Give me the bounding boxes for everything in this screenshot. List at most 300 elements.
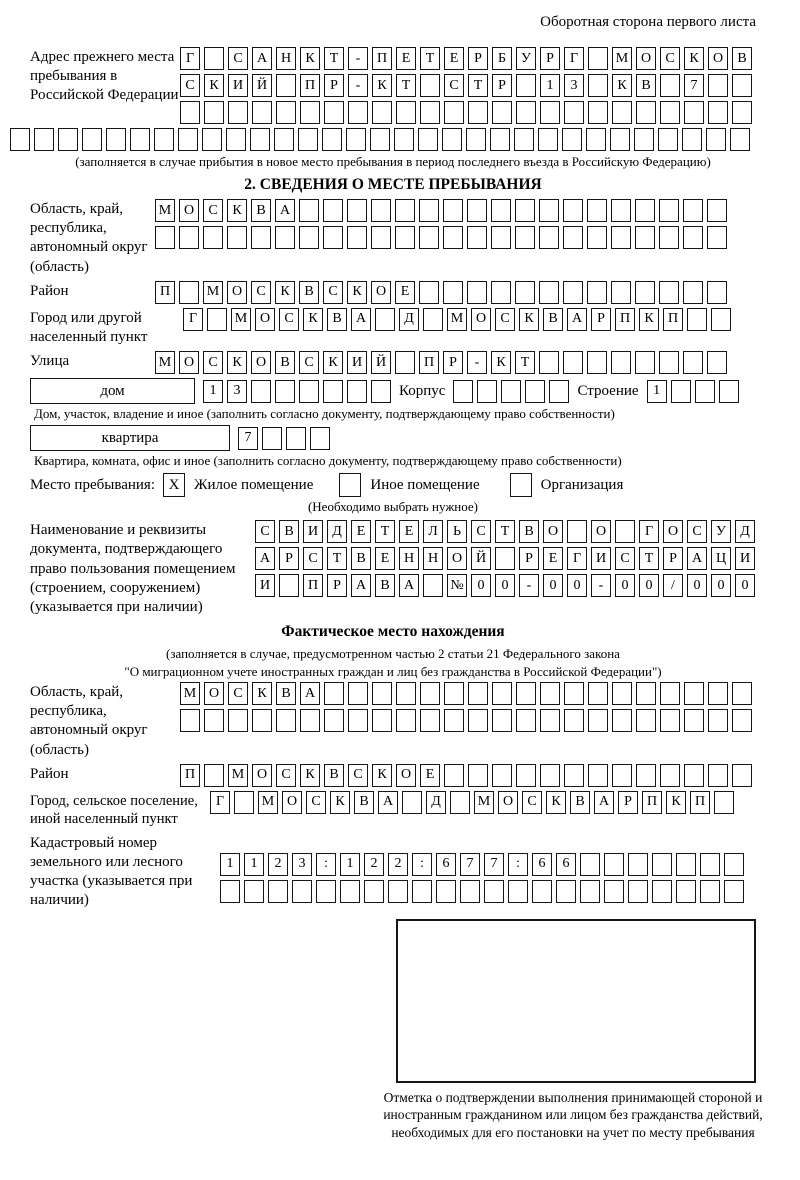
char-cell: А bbox=[687, 547, 707, 570]
char-cell bbox=[610, 128, 630, 151]
char-cell: М bbox=[258, 791, 278, 814]
actual-location-note-2: "О миграционном учете иностранных граждан и лиц без гражданства в Российской Федерации") bbox=[124, 664, 662, 680]
char-cell bbox=[299, 380, 319, 403]
char-cell bbox=[490, 128, 510, 151]
char-cell: : bbox=[316, 853, 336, 876]
char-cell: С bbox=[303, 547, 323, 570]
char-cell: 7 bbox=[460, 853, 480, 876]
char-cell bbox=[684, 682, 704, 705]
char-cell bbox=[203, 226, 223, 249]
char-cell bbox=[636, 764, 656, 787]
char-cell bbox=[659, 199, 679, 222]
char-cell: Р bbox=[327, 574, 347, 597]
char-cell bbox=[204, 764, 224, 787]
char-cell bbox=[323, 226, 343, 249]
char-cell bbox=[540, 101, 560, 124]
char-cell bbox=[324, 709, 344, 732]
char-cell bbox=[516, 682, 536, 705]
char-cell: А bbox=[351, 574, 371, 597]
char-cell: - bbox=[348, 47, 368, 70]
char-cell bbox=[420, 101, 440, 124]
actual-location-note-1: (заполняется в случае, предусмотренном частью 2 статьи 21 Федерального закона bbox=[166, 646, 620, 662]
char-cell bbox=[276, 74, 296, 97]
char-cell: Д bbox=[327, 520, 347, 543]
char-cell: И bbox=[735, 547, 755, 570]
char-cell: В bbox=[570, 791, 590, 814]
char-cell: О bbox=[179, 351, 199, 374]
char-cell bbox=[708, 74, 728, 97]
char-cell: К bbox=[227, 351, 247, 374]
char-cell bbox=[310, 427, 330, 450]
char-cell: С bbox=[203, 351, 223, 374]
region-block bbox=[30, 199, 756, 277]
char-cell bbox=[683, 226, 703, 249]
char-cell: И bbox=[347, 351, 367, 374]
char-cell: А bbox=[300, 682, 320, 705]
char-cell bbox=[684, 709, 704, 732]
city-row bbox=[183, 308, 731, 331]
char-cell: П bbox=[303, 574, 323, 597]
apartment-field-box: квартира bbox=[30, 425, 230, 451]
char-cell bbox=[516, 101, 536, 124]
char-cell bbox=[564, 709, 584, 732]
char-cell bbox=[394, 128, 414, 151]
char-cell bbox=[418, 128, 438, 151]
char-cell bbox=[371, 226, 391, 249]
document-row-2 bbox=[255, 547, 755, 570]
cadastral-row-2 bbox=[220, 880, 744, 903]
char-cell: К bbox=[372, 764, 392, 787]
char-cell bbox=[275, 380, 295, 403]
char-cell: 0 bbox=[471, 574, 491, 597]
char-cell bbox=[683, 351, 703, 374]
char-cell bbox=[375, 308, 395, 331]
char-cell: М bbox=[474, 791, 494, 814]
street-row bbox=[155, 351, 727, 374]
char-cell bbox=[300, 101, 320, 124]
char-cell bbox=[514, 128, 534, 151]
char-cell bbox=[587, 351, 607, 374]
char-cell bbox=[179, 226, 199, 249]
char-cell bbox=[540, 764, 560, 787]
char-cell: О bbox=[498, 791, 518, 814]
actual-region-row-2 bbox=[180, 709, 752, 732]
char-cell bbox=[635, 226, 655, 249]
char-cell: Р bbox=[618, 791, 638, 814]
char-cell bbox=[563, 226, 583, 249]
char-cell bbox=[588, 74, 608, 97]
char-cell bbox=[549, 380, 569, 403]
char-cell bbox=[588, 764, 608, 787]
char-cell: 1 bbox=[540, 74, 560, 97]
char-cell bbox=[396, 101, 416, 124]
char-cell bbox=[628, 880, 648, 903]
char-cell: И bbox=[228, 74, 248, 97]
char-cell: Р bbox=[663, 547, 683, 570]
cadastral-cells bbox=[220, 833, 744, 903]
char-cell: У bbox=[516, 47, 536, 70]
prev-address-cells bbox=[180, 47, 752, 124]
char-cell bbox=[676, 853, 696, 876]
char-cell: П bbox=[690, 791, 710, 814]
char-cell: О bbox=[471, 308, 491, 331]
page-side-note: Оборотная сторона первого листа bbox=[540, 14, 756, 30]
char-cell bbox=[563, 351, 583, 374]
char-cell bbox=[467, 226, 487, 249]
district-label: Район bbox=[30, 282, 69, 299]
char-cell: Л bbox=[423, 520, 443, 543]
char-cell bbox=[580, 880, 600, 903]
char-cell bbox=[419, 281, 439, 304]
char-cell: П bbox=[615, 308, 635, 331]
char-cell bbox=[316, 880, 336, 903]
char-cell bbox=[724, 853, 744, 876]
char-cell bbox=[347, 226, 367, 249]
char-cell bbox=[299, 226, 319, 249]
char-cell bbox=[204, 709, 224, 732]
char-cell: Н bbox=[276, 47, 296, 70]
char-cell bbox=[252, 709, 272, 732]
char-cell bbox=[604, 853, 624, 876]
prev-address-row-4 bbox=[10, 128, 756, 151]
char-cell bbox=[611, 351, 631, 374]
char-cell: М bbox=[180, 682, 200, 705]
char-cell bbox=[443, 226, 463, 249]
char-cell: Б bbox=[492, 47, 512, 70]
char-cell bbox=[444, 101, 464, 124]
apartment-block bbox=[30, 425, 756, 451]
stay-type-block bbox=[30, 473, 756, 497]
char-cell: К bbox=[300, 764, 320, 787]
char-cell bbox=[707, 226, 727, 249]
char-cell bbox=[660, 74, 680, 97]
cadastral-block bbox=[30, 833, 756, 911]
char-cell bbox=[732, 764, 752, 787]
char-cell: К bbox=[323, 351, 343, 374]
char-cell bbox=[611, 281, 631, 304]
char-cell bbox=[636, 101, 656, 124]
char-cell: 1 bbox=[340, 853, 360, 876]
char-cell: Й bbox=[252, 74, 272, 97]
char-cell bbox=[707, 351, 727, 374]
char-cell bbox=[635, 281, 655, 304]
cadastral-label: Кадастровый номер земельного или лесного участка (указывается при наличии) bbox=[30, 834, 193, 909]
char-cell: В bbox=[354, 791, 374, 814]
char-cell bbox=[708, 101, 728, 124]
char-cell bbox=[252, 101, 272, 124]
char-cell bbox=[492, 682, 512, 705]
char-cell bbox=[491, 199, 511, 222]
char-cell: 0 bbox=[711, 574, 731, 597]
char-cell: № bbox=[447, 574, 467, 597]
char-cell: С bbox=[615, 547, 635, 570]
char-cell: Р bbox=[591, 308, 611, 331]
char-cell: М bbox=[231, 308, 251, 331]
confirmation-stamp-note: Отметка о подтверждении выполнения принимающей стороной и иностранным гражданином или лицом без гражданства действий, необходимых для его постановки на учет по месту пребывания bbox=[383, 1089, 763, 1141]
char-cell bbox=[683, 199, 703, 222]
char-cell bbox=[299, 199, 319, 222]
char-cell: О bbox=[179, 199, 199, 222]
char-cell: В bbox=[732, 47, 752, 70]
char-cell: С bbox=[306, 791, 326, 814]
char-cell: О bbox=[708, 47, 728, 70]
char-cell: С bbox=[279, 308, 299, 331]
char-cell bbox=[130, 128, 150, 151]
char-cell bbox=[636, 682, 656, 705]
char-cell bbox=[515, 281, 535, 304]
char-cell bbox=[396, 709, 416, 732]
char-cell: В bbox=[519, 520, 539, 543]
char-cell: А bbox=[594, 791, 614, 814]
char-cell bbox=[635, 351, 655, 374]
char-cell: К bbox=[303, 308, 323, 331]
char-cell bbox=[707, 199, 727, 222]
char-cell bbox=[562, 128, 582, 151]
char-cell bbox=[251, 380, 271, 403]
char-cell: Н bbox=[423, 547, 443, 570]
char-cell bbox=[466, 128, 486, 151]
char-cell bbox=[732, 682, 752, 705]
char-cell: 7 bbox=[484, 853, 504, 876]
char-cell: 7 bbox=[684, 74, 704, 97]
char-cell bbox=[443, 281, 463, 304]
char-cell: М bbox=[155, 199, 175, 222]
char-cell bbox=[10, 128, 30, 151]
char-cell: К bbox=[546, 791, 566, 814]
char-cell bbox=[34, 128, 54, 151]
char-cell bbox=[274, 128, 294, 151]
char-cell: В bbox=[276, 682, 296, 705]
char-cell bbox=[250, 128, 270, 151]
char-cell: С bbox=[228, 682, 248, 705]
char-cell bbox=[659, 226, 679, 249]
char-cell: Т bbox=[375, 520, 395, 543]
char-cell bbox=[58, 128, 78, 151]
char-cell: - bbox=[591, 574, 611, 597]
char-cell bbox=[364, 880, 384, 903]
document-row-3 bbox=[255, 574, 755, 597]
char-cell: К bbox=[666, 791, 686, 814]
char-cell: Р bbox=[443, 351, 463, 374]
char-cell bbox=[660, 764, 680, 787]
char-cell bbox=[444, 682, 464, 705]
char-cell bbox=[564, 682, 584, 705]
char-cell bbox=[588, 709, 608, 732]
char-cell bbox=[580, 853, 600, 876]
korpus-label: Корпус bbox=[399, 382, 446, 399]
char-cell: Р bbox=[468, 47, 488, 70]
char-cell bbox=[635, 199, 655, 222]
char-cell: Е bbox=[543, 547, 563, 570]
char-cell: Д bbox=[426, 791, 446, 814]
char-cell bbox=[204, 101, 224, 124]
region-cells bbox=[155, 199, 727, 249]
checkbox-other-premises bbox=[339, 473, 361, 497]
char-cell: А bbox=[255, 547, 275, 570]
char-cell: 0 bbox=[615, 574, 635, 597]
char-cell bbox=[612, 764, 632, 787]
char-cell bbox=[444, 764, 464, 787]
char-cell: Д bbox=[735, 520, 755, 543]
char-cell bbox=[660, 101, 680, 124]
char-cell bbox=[700, 880, 720, 903]
char-cell bbox=[564, 101, 584, 124]
char-cell: 3 bbox=[292, 853, 312, 876]
char-cell bbox=[323, 199, 343, 222]
char-cell bbox=[532, 880, 552, 903]
char-cell: Ь bbox=[447, 520, 467, 543]
char-cell: А bbox=[399, 574, 419, 597]
char-cell: 1 bbox=[647, 380, 667, 403]
char-cell bbox=[468, 682, 488, 705]
char-cell: О bbox=[251, 351, 271, 374]
char-cell: 3 bbox=[227, 380, 247, 403]
char-cell bbox=[587, 281, 607, 304]
char-cell bbox=[477, 380, 497, 403]
char-cell: 0 bbox=[735, 574, 755, 597]
char-cell bbox=[371, 199, 391, 222]
char-cell bbox=[207, 308, 227, 331]
char-cell: К bbox=[684, 47, 704, 70]
char-cell bbox=[202, 128, 222, 151]
char-cell: : bbox=[508, 853, 528, 876]
char-cell bbox=[298, 128, 318, 151]
char-cell: 1 bbox=[220, 853, 240, 876]
char-cell bbox=[516, 764, 536, 787]
char-cell: Г bbox=[639, 520, 659, 543]
char-cell: О bbox=[227, 281, 247, 304]
char-cell: К bbox=[347, 281, 367, 304]
char-cell bbox=[372, 682, 392, 705]
char-cell: К bbox=[330, 791, 350, 814]
char-cell: Г bbox=[564, 47, 584, 70]
char-cell: К bbox=[300, 47, 320, 70]
char-cell: Р bbox=[492, 74, 512, 97]
char-cell bbox=[730, 128, 750, 151]
char-cell bbox=[468, 764, 488, 787]
char-cell: Г bbox=[180, 47, 200, 70]
char-cell: В bbox=[324, 764, 344, 787]
actual-region-cells bbox=[180, 682, 752, 732]
char-cell bbox=[468, 101, 488, 124]
cadastral-row-1 bbox=[220, 853, 744, 876]
char-cell: Г bbox=[567, 547, 587, 570]
char-cell: В bbox=[299, 281, 319, 304]
char-cell bbox=[180, 709, 200, 732]
char-cell: С bbox=[471, 520, 491, 543]
char-cell: И bbox=[303, 520, 323, 543]
char-cell bbox=[276, 709, 296, 732]
char-cell: Т bbox=[515, 351, 535, 374]
char-cell: О bbox=[543, 520, 563, 543]
char-cell: К bbox=[204, 74, 224, 97]
char-cell: / bbox=[663, 574, 683, 597]
char-cell: Р bbox=[519, 547, 539, 570]
char-cell: У bbox=[711, 520, 731, 543]
char-cell bbox=[322, 128, 342, 151]
char-cell: Й bbox=[471, 547, 491, 570]
char-cell: Г bbox=[210, 791, 230, 814]
char-cell: В bbox=[543, 308, 563, 331]
char-cell: Н bbox=[399, 547, 419, 570]
char-cell bbox=[388, 880, 408, 903]
house-field-box: дом bbox=[30, 378, 195, 404]
char-cell: С bbox=[299, 351, 319, 374]
document-label: Наименование и реквизиты документа, подтверждающего право пользования помещением (строением, сооружением) (указывается при наличии) bbox=[30, 522, 236, 615]
char-cell bbox=[204, 47, 224, 70]
char-cell: В bbox=[279, 520, 299, 543]
district-block bbox=[30, 281, 756, 304]
char-cell bbox=[515, 226, 535, 249]
char-cell: : bbox=[412, 853, 432, 876]
char-cell bbox=[612, 101, 632, 124]
char-cell bbox=[347, 380, 367, 403]
char-cell: Т bbox=[468, 74, 488, 97]
char-cell bbox=[684, 764, 704, 787]
char-cell: 1 bbox=[244, 853, 264, 876]
prev-address-row-3 bbox=[180, 101, 752, 124]
char-cell: Е bbox=[375, 547, 395, 570]
char-cell bbox=[540, 682, 560, 705]
char-cell: М bbox=[203, 281, 223, 304]
char-cell: С bbox=[323, 281, 343, 304]
char-cell: - bbox=[348, 74, 368, 97]
char-cell bbox=[671, 380, 691, 403]
char-cell bbox=[652, 853, 672, 876]
char-cell bbox=[682, 128, 702, 151]
char-cell bbox=[636, 709, 656, 732]
apartment-cells bbox=[238, 427, 330, 450]
char-cell: - bbox=[467, 351, 487, 374]
char-cell: В bbox=[275, 351, 295, 374]
char-cell: Й bbox=[371, 351, 391, 374]
char-cell bbox=[268, 880, 288, 903]
korpus-cells bbox=[453, 380, 569, 403]
char-cell bbox=[371, 380, 391, 403]
char-cell bbox=[564, 764, 584, 787]
char-cell bbox=[300, 709, 320, 732]
char-cell bbox=[495, 547, 515, 570]
char-cell bbox=[660, 709, 680, 732]
char-cell: Р bbox=[324, 74, 344, 97]
char-cell: Ц bbox=[711, 547, 731, 570]
char-cell bbox=[540, 709, 560, 732]
char-cell: К bbox=[275, 281, 295, 304]
char-cell bbox=[700, 853, 720, 876]
stay-type-label: Место пребывания: bbox=[30, 476, 155, 493]
street-block bbox=[30, 351, 756, 374]
char-cell bbox=[707, 281, 727, 304]
char-cell bbox=[611, 199, 631, 222]
char-cell bbox=[732, 101, 752, 124]
char-cell bbox=[687, 308, 707, 331]
char-cell bbox=[226, 128, 246, 151]
char-cell bbox=[276, 101, 296, 124]
char-cell: О bbox=[396, 764, 416, 787]
char-cell bbox=[706, 128, 726, 151]
char-cell: О bbox=[204, 682, 224, 705]
char-cell: М bbox=[228, 764, 248, 787]
char-cell bbox=[395, 199, 415, 222]
char-cell bbox=[155, 226, 175, 249]
char-cell: Т bbox=[327, 547, 347, 570]
actual-city-block bbox=[30, 791, 756, 829]
char-cell: Т bbox=[396, 74, 416, 97]
district-row bbox=[155, 281, 727, 304]
char-cell bbox=[714, 791, 734, 814]
char-cell bbox=[275, 226, 295, 249]
char-cell bbox=[539, 351, 559, 374]
